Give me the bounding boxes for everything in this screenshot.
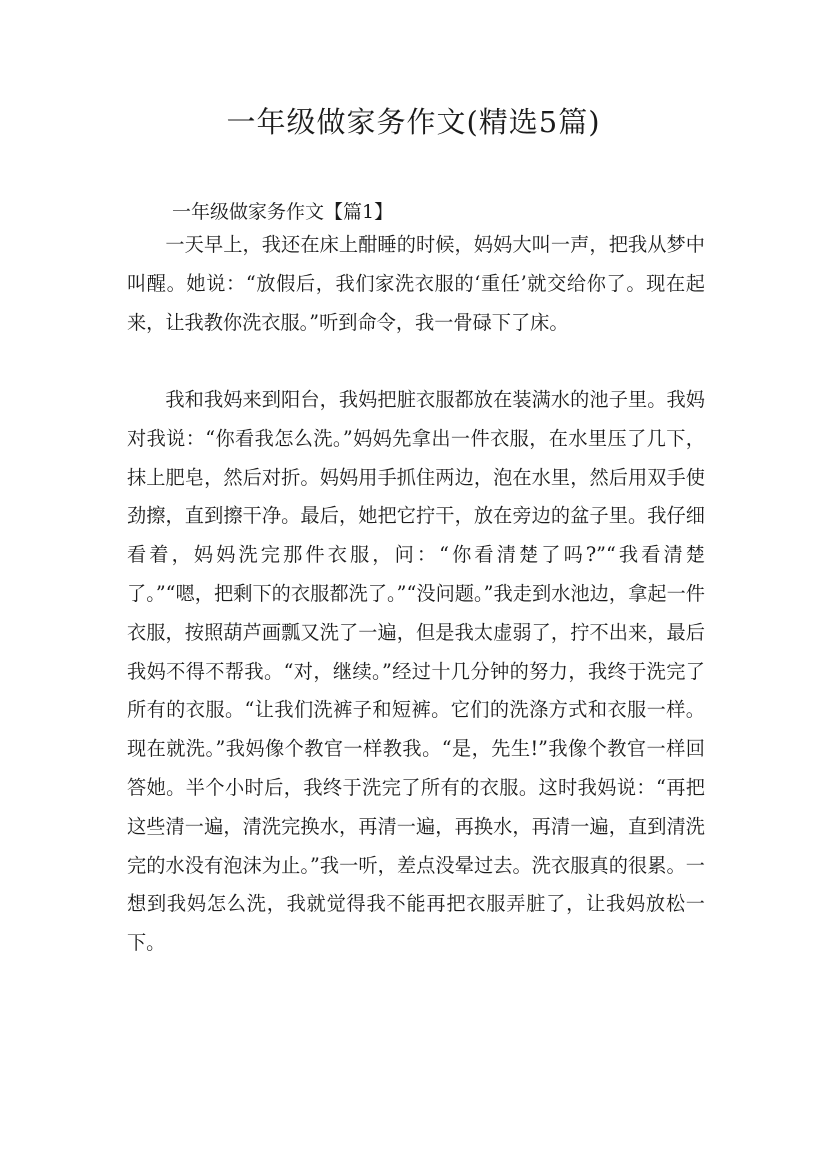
paragraph: 我和我妈来到阳台，我妈把脏衣服都放在装满水的池子里。我妈对我说：“你看我怎么洗。”妈妈先拿出一件衣服，在水里压了几下，抹上肥皂，然后对折。妈妈用手抓住两边，泡在水里，然后用双手使劲擦，直到擦干净。最后，她把它拧干，放在旁边的盆子里。我仔细看着，妈妈洗完那件衣服，问：“你看清楚了吗?”“我看清楚了。”“嗯，把剩下的衣服都洗了。”“没问题。”我走到水池边，拿起一件衣服，按照葫芦画瓢又洗了一遍，但是我太虚弱了，拧不出来，最后我妈不得不帮我。“对，继续。”经过十几分钟的努力，我终于洗完了所有的衣服。“让我们洗裤子和短裤。它们的洗涤方式和衣服一样。现在就洗。”我妈像个教官一样教我。“是，先生!”我像个教官一样回答她。半个小时后，我终于洗完了所有的衣服。这时我妈说：“再把这些清一遍，清洗完换水，再清一遍，再换水，再清一遍，直到清洗完的水没有泡沫为止。”我一听，差点没晕过去。洗衣服真的很累。一想到我妈怎么洗，我就觉得我不能再把衣服弄脏了，让我妈放松一下。 bbox=[127, 388, 705, 955]
paragraph: 一天早上，我还在床上酣睡的时候，妈妈大叫一声，把我从梦中叫醒。她说：“放假后，我们家洗衣服的‘重任’就交给你了。现在起来，让我教你洗衣服。”听到命令，我一骨碌下了床。 bbox=[127, 233, 705, 334]
section-heading: 一年级做家务作文【篇1】 bbox=[172, 201, 394, 223]
document-title: 一年级做家务作文(精选5篇) bbox=[226, 105, 601, 139]
